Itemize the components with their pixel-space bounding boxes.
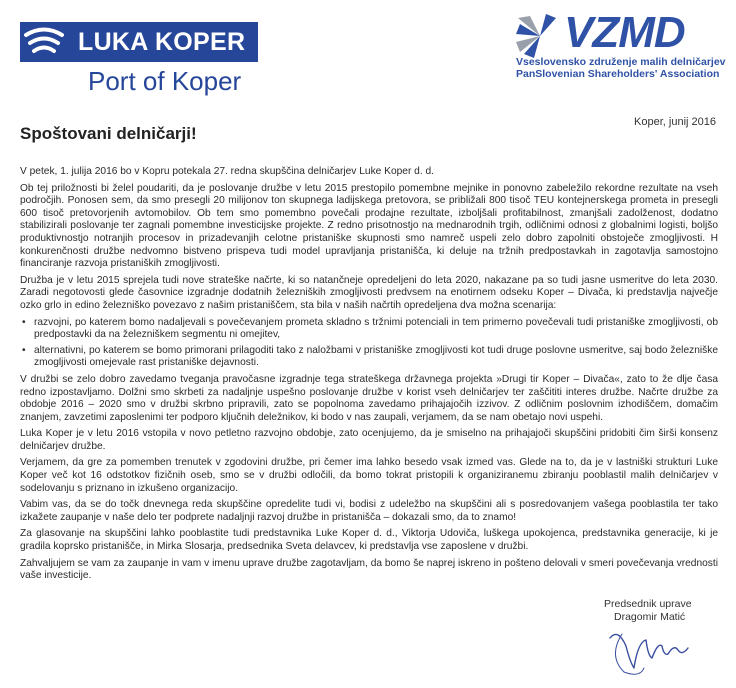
vzmd-tagline-en: PanSlovenian Shareholders' Association: [516, 68, 720, 80]
paragraph-proxies: Verjamem, da gre za pomemben trenutek v zgodovini družbe, pri čemer ima lahko besedo vsak izmed vas. Glede na to, da je v lastniški strukturi Luke Koper več kot 16 odstotkov fizičnih oseb, smo se v družbi odločili, da bomo tokrat pristopili k organiziranemu zbiranju pooblastil malih delničarjev v sodelovanju s priznano in izkušeno organizacijo.: [20, 457, 718, 494]
luka-koper-band: [20, 22, 258, 62]
scenario-list: [20, 317, 718, 370]
list-item: • razvojni, po katerem bomo nadaljevali s povečevanjem prometa skladno s tržnimi potenciali in tem primerno povečevali tudi pristaniške zmogljivosti, ob predpostavki da na železniškem segmentu ni omejitev,: [20, 317, 718, 342]
luka-koper-logo: [20, 22, 258, 112]
letter-greeting: Spoštovani delničarji!: [20, 124, 197, 143]
handwritten-signature: [604, 616, 714, 678]
list-item: • alternativni, po katerem se bomo primorani prilagoditi tako z naložbami v pristaniške zmogljivosti kot tudi druge poslovne usmeritve, saj bodo železniške zmogljivosti omejevale rast pristaniške dejavnosti.: [20, 345, 718, 370]
paragraph-risk: V družbi se zelo dobro zavedamo tveganja pravočasne izgradnje tega strateškega državnega projekta »Drugi tir Koper – Divača«, zato to že dlje časa redno izpostavljamo. Dolžni smo skrbeti za nadaljnje uspešno poslovanje družbe v korist vseh delničarjev ter zaščititi interes družbe. Načrte družbe za obdobje 2016 – 2020 smo v družbi skrbno pripravili, zato se popolnoma zavedamo prihajajočih izzivov. Z odličnim poslovnim izhodiščem, domačim znanjem, zavzetimi zaposlenimi ter podporo ključnih deležnikov, ki bodo v nas zaupali, verjamem, da se nam obetajo novi uspehi.: [20, 373, 718, 423]
signature-title: Predsednik uprave: [604, 598, 692, 610]
vzmd-pinwheel-icon: [516, 14, 564, 58]
place-date: Koper, junij 2016: [634, 116, 716, 128]
paragraph-voting: Za glasovanje na skupščini lahko pooblastite tudi predstavnika Luke Koper d. d., Viktorja Udoviča, luškega upokojenca, predstavnika generacije, ki je gradila koprsko pristanišče, in Mirka Slosarja, predsednika Sveta delavcev, ki predstavlja vse zaposlene v družbi.: [20, 528, 718, 553]
paragraph-invitation: Vabim vas, da se do točk dnevnega reda skupščine opredelite tudi vi, bodisi z udeležbo na skupščini ali s posredovanjem vašega pooblastila ter tako izkažete zaupanje v naše delo ter podprete nadaljnji razvoj družbe in pristanišča – dokazali smo, da to znamo!: [20, 499, 718, 523]
vzmd-name: VZMD: [564, 8, 685, 57]
vzmd-tagline-sl: Vseslovensko združenje malih delničarjev: [516, 56, 726, 68]
letter-body: [20, 166, 718, 587]
paragraph-results: Ob tej priložnosti bi želel poudariti, da je poslovanje družbe v letu 2015 prestopilo pomembne mejnike in ponovno zabeležilo rekordne rezultate na vseh področjih. Ponosen sem, da smo presegli 20 milijonov ton skupnega ladijskega pretovora, se približali 800 tisoč TEU kontejnerskega prometa in presegli 600 tisoč pretovorjenih avtomobilov. Ob tem smo pomembno povečali prodajne rezultate, izboljšali profitabilnost, zmanjšali zadolženost, dodatno stabilizirali poslovanje ter zagnali pomembne investicijske projekte. Z redno prisotnostjo na mednarodnih trgih, odličnimi odnosi z globalnimi logisti, boljšo produktivnostjo notranjih procesov in prizadevanjih celotne pristaniške skupnosti smo namreč uspeli zelo dobro zapolniti obstoječe zmogljivosti. H konkurenčnosti družbe nedvomno bistveno prispeva tudi model upravljanja pristanišča, ki deluje na tržnih predpostavkah in zagotavlja samostojno financiranje razvoja pristaniških zmogljivosti.: [20, 182, 718, 270]
luka-koper-wave-icon: [20, 22, 68, 62]
paragraph-consensus: Luka Koper je v letu 2016 vstopila v novo petletno razvojno obdobje, zato ocenjujemo, da je smiselno na prihajajoči skupščini pridobiti čim širši konsenz delničarjev družbe.: [20, 428, 718, 452]
paragraph-intro: V petek, 1. julija 2016 bo v Kopru potekala 27. redna skupščina delničarjev Luke Koper d. d.: [20, 166, 434, 177]
paragraph-strategy: Družba je v letu 2015 sprejela tudi nove strateške načrte, ki so natančneje opredeljeni do leta 2020, nakazane pa so tudi jasne usmeritve do leta 2030. Zaradi negotovosti glede časovnice izgradnje dodatnih železniških zmogljivosti predvsem na enotirnem odseku Koper – Divača, ki predstavlja največje ozko grlo in edino železniško povezavo z našim pristaniščem, sta bila v naših načrtih opredeljena dva možna scenarija:: [20, 274, 718, 311]
luka-koper-subtitle: Port of Koper: [88, 66, 242, 96]
vzmd-logo: [512, 8, 726, 92]
signature-name: Dragomir Matić: [614, 611, 686, 623]
luka-koper-name: LUKA KOPER: [78, 27, 246, 56]
paragraph-thanks: Zahvaljujem se vam za zaupanje in vam v imenu uprave družbe zagotavljam, da bomo še naprej iskreno in pošteno delovali v smeri povečevanja vrednosti vaše investicije.: [20, 557, 718, 582]
